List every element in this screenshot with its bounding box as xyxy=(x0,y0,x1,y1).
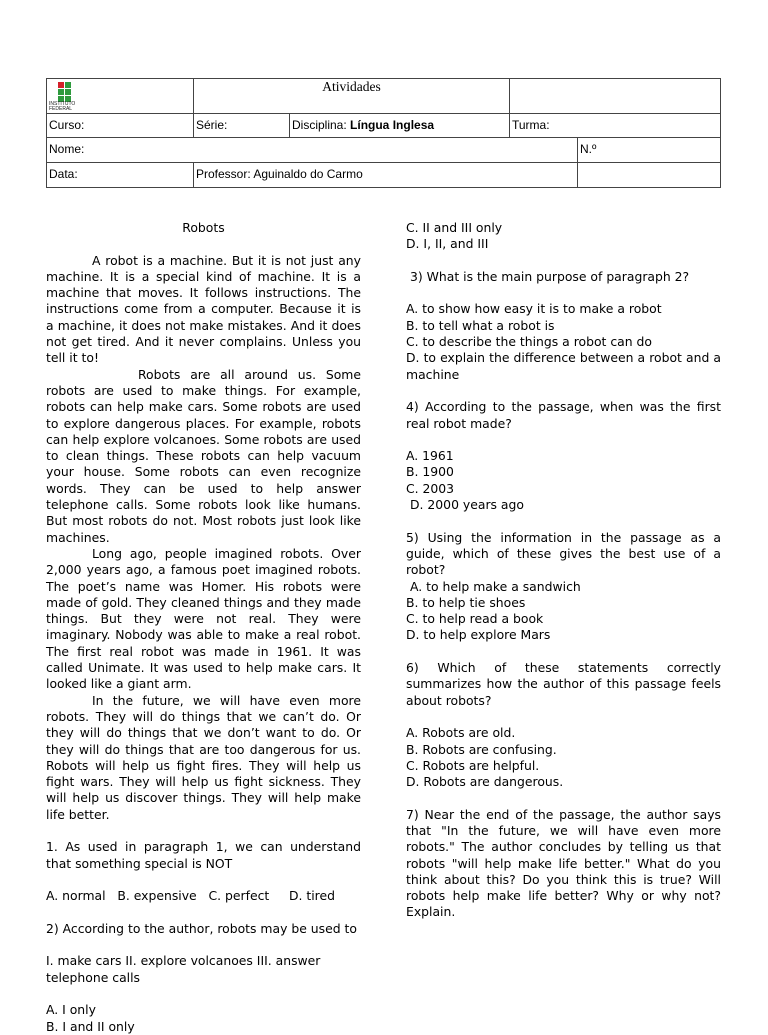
question-3-option-d: D. to explain the difference between a robot and a machine xyxy=(406,350,721,382)
question-4-option-b: B. 1900 xyxy=(406,464,454,480)
disciplina-label: Disciplina: xyxy=(292,118,347,132)
serie-cell xyxy=(193,113,290,138)
passage-title: Robots xyxy=(182,220,225,235)
curso-cell xyxy=(46,113,194,138)
nome-cell xyxy=(46,137,578,163)
question-4: 4) According to the passage, when was the first real robot made? xyxy=(406,399,721,431)
question-3: 3) What is the main purpose of paragraph 2? xyxy=(410,268,690,284)
professor-cell xyxy=(193,162,578,188)
question-6: 6) Which of these statements correctly summarizes how the author of this passage feels about robots? xyxy=(406,660,721,708)
question-4-option-d: D. 2000 years ago xyxy=(410,497,524,513)
disciplina-cell xyxy=(289,113,510,138)
question-4-option-c: C. 2003 xyxy=(406,480,455,496)
atividades-cell xyxy=(193,78,510,114)
disciplina-value: Língua Inglesa xyxy=(350,118,435,132)
question-5: 5) Using the information in the passage as a guide, which of these gives the best use of a robot? xyxy=(406,529,721,578)
numero-cell xyxy=(577,137,721,163)
question-5-option-d: D. to help explore Mars xyxy=(406,627,551,643)
question-2-option-d: D. I, II, and III xyxy=(406,236,489,252)
turma-cell xyxy=(509,113,721,138)
serie-label: Série: xyxy=(196,118,228,132)
question-3-option-a: A. to show how easy it is to make a robot xyxy=(406,301,662,317)
question-1-options: A. normal B. expensive C. perfect D. tired xyxy=(46,888,335,904)
left-column xyxy=(46,220,361,1035)
right-column xyxy=(406,220,721,921)
question-2-option-b: B. I and II only xyxy=(46,1018,135,1034)
question-6-option-b: B. Robots are confusing. xyxy=(406,741,557,757)
question-6-option-d: D. Robots are dangerous. xyxy=(406,774,564,790)
instituto-federal-logo xyxy=(49,82,89,114)
question-2: 2) According to the author, robots may be used to xyxy=(46,920,357,936)
question-1: 1. As used in paragraph 1, we can understand that something special is NOT xyxy=(46,839,361,871)
data-label: Data: xyxy=(49,167,78,181)
numero-label: N.º xyxy=(580,142,597,156)
paragraph-3: Long ago, people imagined robots. Over 2,000 years ago, a famous poet imagined robots. The poet’s name was Homer. His robots were made of gold. They cleaned things and they made things. But they were not real. They were imaginary. Nobody was able to make a real robot. The first real robot was made in 1961. It was called Unimate. It was used to help make cars. It looked like a giant arm. xyxy=(46,545,361,692)
question-3-option-b: B. to tell what a robot is xyxy=(406,317,555,333)
logo-text: INSTITUTO FEDERAL xyxy=(49,101,76,112)
question-5-option-b: B. to help tie shoes xyxy=(406,594,526,610)
nome-label: Nome: xyxy=(49,142,85,156)
question-2-option-a: A. I only xyxy=(46,1002,96,1018)
question-6-option-a: A. Robots are old. xyxy=(406,725,516,741)
blank-cell-bottom-right xyxy=(577,162,721,188)
question-6-option-c: C. Robots are helpful. xyxy=(406,757,540,773)
question-3-option-c: C. to describe the things a robot can do xyxy=(406,334,652,350)
data-cell xyxy=(46,162,194,188)
question-5-option-a: A. to help make a sandwich xyxy=(410,578,581,594)
turma-label: Turma: xyxy=(512,118,550,132)
curso-label: Curso: xyxy=(49,118,85,132)
question-2-items: I. make cars II. explore volcanoes III. answer telephone calls xyxy=(46,953,321,985)
paragraph-4: In the future, we will have even more robots. They will do things that we can’t do. Or they will do things that we don’t want to do. Or they will do things that are too dangerous for us. Robots will help us fight fires. They will help us fight wars. They will help us fight sickness. They will help us discover things. They will help make life better. xyxy=(46,692,361,822)
paragraph-2: Robots are all around us. Some robots are used to make things. For example, robots can help make cars. Some robots are used to explore dangerous places. For example, robots can help explore volcanoes. Some robots are used to clean things. These robots can help vacuum your house. Some robots can even recognize words. They can be used to help answer telephone calls. Some robots look like humans. But most robots do not. Most robots just look like machines. xyxy=(46,366,361,545)
paragraph-1: A robot is a machine. But it is not just any machine. It is a special kind of machine. It is a machine that moves. It follows instructions. The instructions come from a computer. Because it is a machine, it does not make mistakes. And it does not get tired. And it never complains. Unless you tell it to! xyxy=(46,252,361,366)
question-7: 7) Near the end of the passage, the author says that "In the future, we will have even more robots." The author concludes by telling us that robots "will help make life better." What do you think about this? Do you think this is true? Will robots help make life better? Why or why not? Explain. xyxy=(406,806,721,920)
question-2-option-c: C. II and III only xyxy=(406,220,503,235)
question-4-option-a: A. 1961 xyxy=(406,448,454,464)
atividades-title: Atividades xyxy=(322,79,381,94)
blank-cell-top-right xyxy=(509,78,721,114)
question-5-option-c: C. to help read a book xyxy=(406,611,544,627)
professor-label: Professor: Aguinaldo do Carmo xyxy=(196,167,363,181)
header-table xyxy=(46,78,721,188)
logo-cell xyxy=(46,78,194,114)
